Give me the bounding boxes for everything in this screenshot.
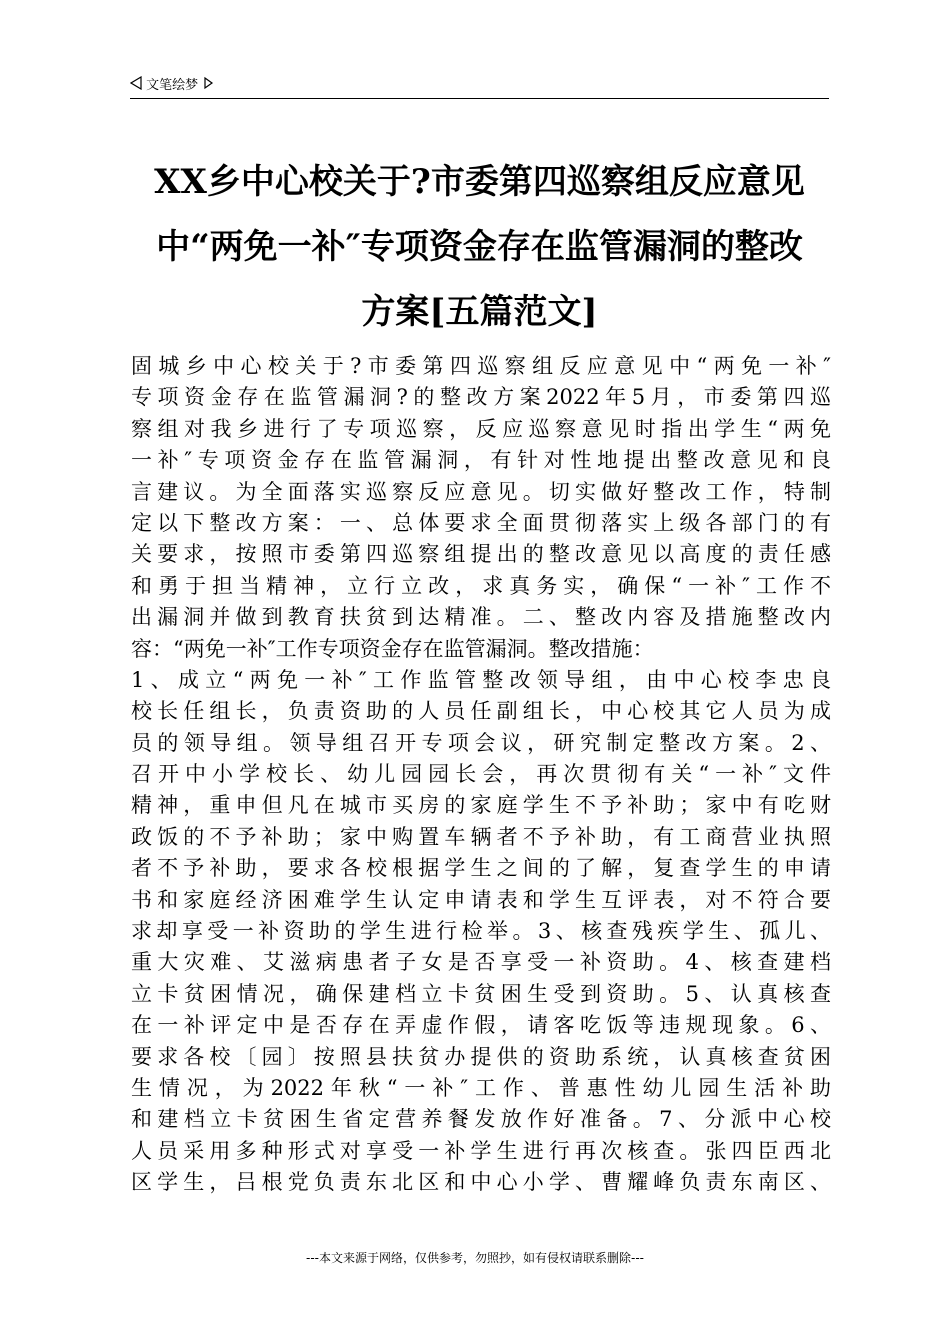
body-line: 专项资金存在监管漏洞?的整改方案2022年5月，市委第四巡 [131, 385, 831, 410]
body-line: 言建议。为全面落实巡察反应意见。切实做好整改工作，特制 [131, 479, 831, 504]
body-line: 容：“两免一补″工作专项资金存在监管漏洞。整改措施： [131, 636, 654, 661]
body-line: 书和家庭经济困难学生认定申请表和学生互评表，对不符合要 [131, 887, 831, 912]
body-line: 察组对我乡进行了专项巡察，反应巡察意见时指出学生“两免 [131, 416, 831, 441]
body-line: 定以下整改方案：一、总体要求全面贯彻落实上级各部门的有 [131, 510, 831, 535]
body-line: 者不予补助，要求各校根据学生之间的了解，复查学生的申请 [131, 856, 831, 881]
body-line: 和建档立卡贫困生省定营养餐发放作好准备。7、分派中心校 [131, 1107, 831, 1132]
body-line: 在一补评定中是否存在弄虚作假，请客吃饭等违规现象。6、 [131, 1013, 831, 1038]
body-line: 召开中小学校长、幼儿园园长会，再次贯彻有关“一补″文件 [131, 762, 831, 787]
title-line: 中“两免一补″专项资金存在监管漏洞的整改 [156, 227, 803, 267]
title-line: 方案[五篇范文] [361, 292, 598, 332]
body-line: 求却享受一补资助的学生进行检举。3、核查残疾学生、孤儿、 [131, 919, 831, 944]
body-line: 生情况，为2022年秋“一补″工作、普惠性幼儿园生活补助 [131, 1075, 831, 1100]
body-line: 一补″专项资金存在监管漏洞，有针对性地提出整改意见和良 [131, 448, 831, 473]
header-brand-text: 文笔绘梦 [146, 78, 199, 93]
body-line: 重大灾难、艾滋病患者子女是否享受一补资助。4、核查建档 [131, 950, 831, 975]
triangle-right-icon [202, 76, 214, 95]
body-line: 固城乡中心校关于?市委第四巡察组反应意见中“两免一补″ [131, 354, 831, 378]
document-body [131, 351, 831, 1199]
body-line: 区学生，吕根党负责东北区和中心小学、曹耀峰负责东南区、 [131, 1170, 831, 1195]
title-line: XX乡中心校关于?市委第四巡察组反应意见 [154, 162, 805, 202]
body-line: 出漏洞并做到教育扶贫到达精准。二、整改内容及措施整改内 [131, 605, 831, 630]
page-footer: ---本文来源于网络，仅供参考，勿照抄，如有侵权请联系删除--- [306, 1251, 644, 1265]
body-line: 要求各校〔园〕按照县扶贫办提供的资助系统，认真核查贫困 [131, 1044, 831, 1069]
body-line: 和勇于担当精神，立行立改，求真务实，确保“一补″工作不 [131, 573, 831, 598]
body-line: 立卡贫困情况，确保建档立卡贫困生受到资助。5、认真核查 [131, 981, 831, 1006]
body-line: 员的领导组。领导组召开专项会议，研究制定整改方案。2、 [131, 730, 831, 755]
body-line: 1、成立“两免一补″工作监管整改领导组，由中心校李忠良 [131, 667, 831, 692]
body-line: 关要求，按照市委第四巡察组提出的整改意见以高度的责任感 [131, 542, 831, 567]
header-brand [130, 76, 214, 95]
body-line: 校长任组长，负责资助的人员任副组长，中心校其它人员为成 [131, 699, 831, 724]
body-line: 政饭的不予补助；家中购置车辆者不予补助，有工商营业执照 [131, 824, 831, 849]
body-line: 人员采用多种形式对享受一补学生进行再次核查。张四臣西北 [131, 1138, 831, 1163]
page-header [130, 72, 829, 99]
triangle-left-icon [130, 76, 142, 95]
body-line: 精神，重申但凡在城市买房的家庭学生不予补助；家中有吃财 [131, 793, 831, 818]
document-title [130, 150, 829, 345]
